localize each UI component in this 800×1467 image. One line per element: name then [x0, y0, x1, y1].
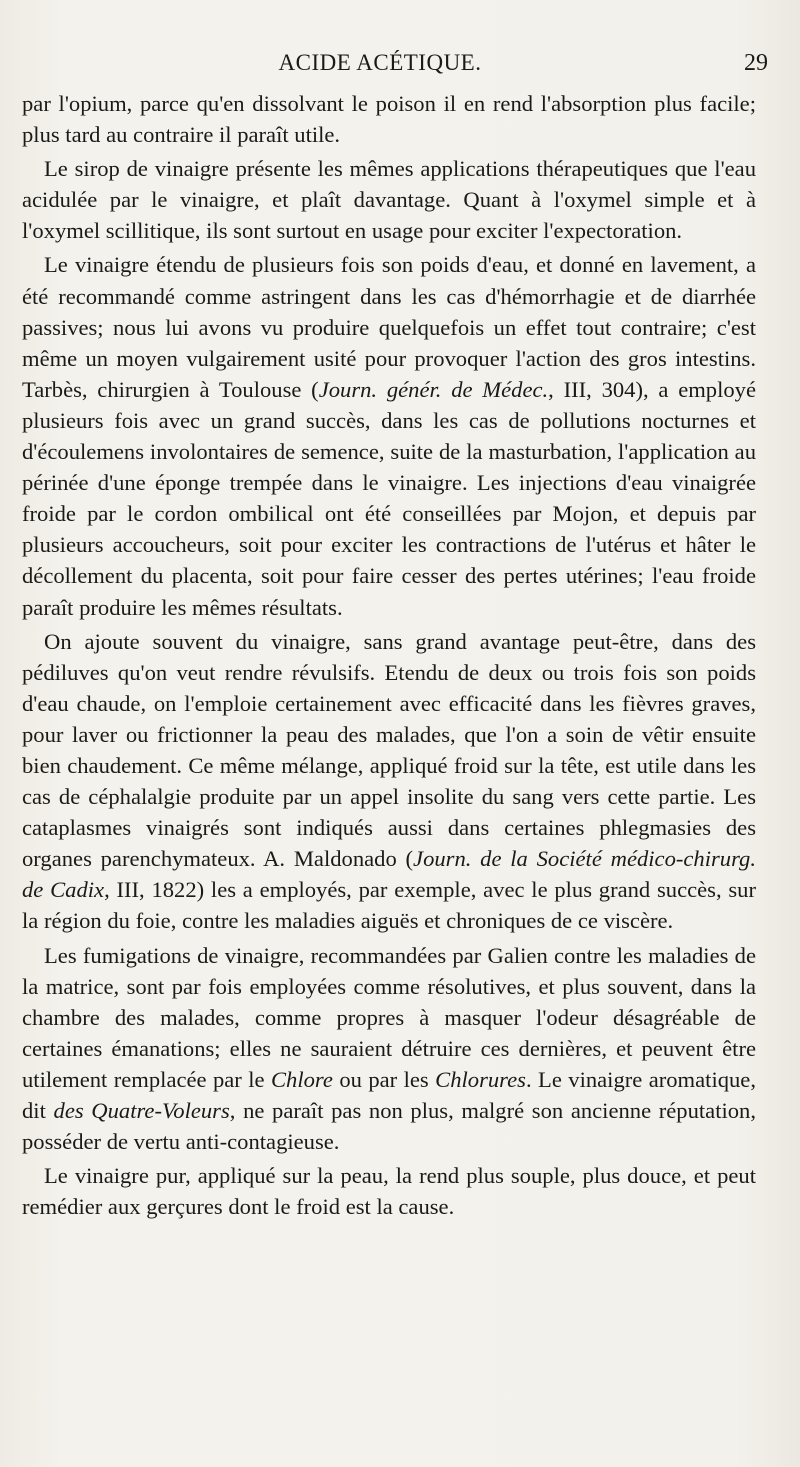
- paragraph-5: [22, 940, 756, 1158]
- italic-citation: Journ. génér. de Médec.: [318, 376, 549, 402]
- paragraph-2: [22, 153, 756, 246]
- running-title: ACIDE ACÉTIQUE.: [278, 50, 482, 75]
- italic-citation: des Quatre-Voleurs: [53, 1098, 230, 1123]
- italic-citation: Chlore: [270, 1066, 333, 1092]
- text-run: , ne paraît pas non plus, malgré son ancienne réputation, posséder de vertu anti-contagieuse.: [22, 1098, 756, 1155]
- text-run: , III, 304), a employé plusieurs fois avec un grand succès, dans les cas de pollutions nocturnes et d'écoulemens involontaires de semence, suite de la masturbation, l'application au périnée d'une éponge trempée dans le vinaigre. Les injections d'eau vinaigrée froide par le cordon ombilical ont été conseillées par Mojon, et depuis par plusieurs accoucheurs, soit pour exciter les contractions de l'utérus et hâter le décollement du placenta, soit pour faire cesser des pertes utérines; l'eau froide paraît produire les mêmes résultats.: [22, 376, 756, 620]
- italic-citation: Journ. de la Société médico-chirurg. de Cadix: [22, 846, 756, 903]
- text-run: . Le vinaigre aromatique, dit: [22, 1066, 756, 1123]
- body-text: [22, 88, 756, 1225]
- paragraph-4: [22, 626, 756, 937]
- text-run: ou par les: [332, 1066, 436, 1092]
- page-number: 29: [744, 50, 768, 76]
- italic-citation: Chlorures: [435, 1066, 526, 1092]
- text-run: Le vinaigre étendu de plusieurs fois son poids d'eau, et donné en lavement, a été recommandé comme astringent dans les cas d'hémorrhagie et de diarrhée passives; nous lui avons vu produire quelquefois un effet tout contraire; c'est même un moyen vulgairement usité pour provoquer l'action des gros intestins. Tarbès, chirurgien à Toulouse (: [22, 252, 756, 402]
- text-run: Les fumigations de vinaigre, recommandées par Galien contre les maladies de la matrice, sont par fois employées comme résolutives, et plus souvent, dans la chambre des malades, comme propres à masquer l'odeur désagréable de certaines émanations; elles ne sauraient détruire ces dernières, et peuvent être utilement remplacée par le: [22, 942, 756, 1092]
- text-run: , III, 1822) les a employés, par exemple, avec le plus grand succès, sur la région du foie, contre les maladies aiguës et chroniques de ce viscère.: [22, 877, 756, 934]
- paragraph-6: [22, 1160, 756, 1222]
- text-run: Le vinaigre pur, appliqué sur la peau, la rend plus souple, plus douce, et peut remédier aux gerçures dont le froid est la cause.: [22, 1163, 756, 1220]
- page-header: [0, 48, 800, 84]
- text-run: On ajoute souvent du vinaigre, sans grand avantage peut-être, dans des pédiluves qu'on veut rendre révulsifs. Etendu de deux ou trois fois son poids d'eau chaude, on l'emploie certainement avec efficacité dans les fièvres graves, pour laver ou frictionner la peau des malades, que l'on a soin de vêtir ensuite bien chaudement. Ce même mélange, appliqué froid sur la tête, est utile dans les cas de céphalalgie produite par un appel insolite du sang vers cette partie. Les cataplasmes vinaigrés sont indiqués aussi dans certaines phlegmasies des organes parenchymateux. A. Maldonado (: [22, 628, 756, 872]
- paragraph-1: [22, 88, 756, 150]
- text-run: Le sirop de vinaigre présente les mêmes applications thérapeutiques que l'eau acidulée par le vinaigre, et plaît davantage. Quant à l'oxymel simple et à l'oxymel scillitique, ils sont surtout en usage pour exciter l'expectoration.: [22, 156, 756, 244]
- paragraph-3: [22, 249, 756, 622]
- text-run: par l'opium, parce qu'en dissolvant le poison il en rend l'absorption plus facile; plus tard au contraire il paraît utile.: [22, 91, 756, 148]
